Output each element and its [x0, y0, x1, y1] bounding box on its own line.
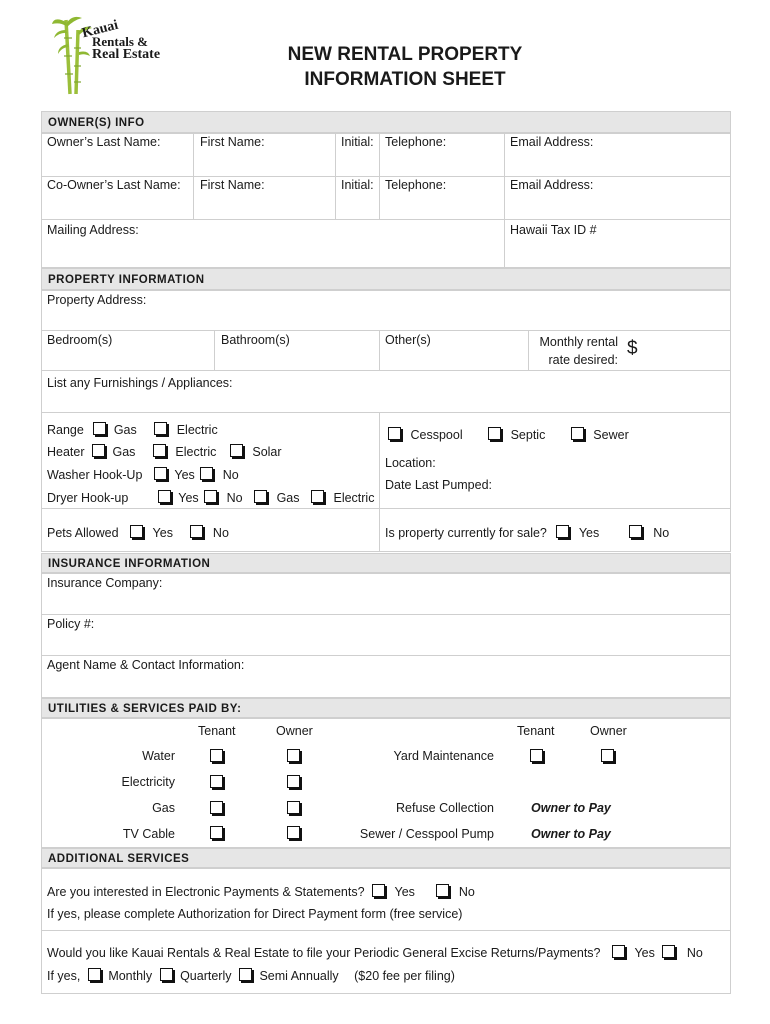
monthly-rent-line2: rate desired: — [548, 353, 618, 367]
cesspool-label: Cesspool — [410, 428, 463, 442]
refuse-owner-pay: Owner to Pay — [531, 801, 611, 815]
monthly-rent-label[interactable] — [538, 333, 618, 369]
tenant-col-header-2: Tenant — [517, 724, 555, 738]
dryer-no-label: No — [226, 491, 243, 505]
dryer-row — [47, 490, 374, 505]
gas-label: Gas — [152, 801, 175, 815]
owner-telephone-label[interactable]: Telephone: — [385, 135, 447, 149]
sewer-label: Sewer — [593, 428, 629, 442]
heater-row — [47, 444, 282, 459]
heater-electric-label: Electric — [175, 445, 217, 459]
sewer-owner-pay: Owner to Pay — [531, 827, 611, 841]
range-gas-label: Gas — [113, 423, 137, 437]
owner-first-name-label[interactable]: First Name: — [200, 135, 265, 149]
ifyes-label: If yes, — [47, 969, 81, 983]
fee-note: ($20 fee per filing) — [354, 969, 455, 983]
monthly-label: Monthly — [108, 969, 153, 983]
septic-checkbox[interactable] — [488, 427, 501, 440]
coowner-initial-label[interactable]: Initial: — [341, 178, 374, 192]
waste-system-row — [388, 427, 629, 442]
owner-col-header-2: Owner — [590, 724, 627, 738]
washer-no-checkbox[interactable] — [200, 467, 213, 480]
range-gas-checkbox[interactable] — [93, 422, 106, 435]
mailing-address-label[interactable]: Mailing Address: — [47, 223, 139, 237]
agent-info-label[interactable]: Agent Name & Contact Information: — [47, 658, 245, 672]
water-tenant-checkbox[interactable] — [210, 749, 223, 762]
title-line2: INFORMATION SHEET — [304, 69, 506, 90]
tax-id-label[interactable]: Hawaii Tax ID # — [510, 223, 597, 237]
forsale-no-checkbox[interactable] — [629, 525, 642, 538]
property-section-header: PROPERTY INFORMATION — [41, 268, 731, 290]
owner-last-name-label[interactable]: Owner’s Last Name: — [47, 135, 161, 149]
forsale-no-label: No — [653, 526, 670, 540]
epay-row — [47, 884, 475, 899]
dryer-yes-label: Yes — [178, 491, 199, 505]
washer-no-label: No — [222, 468, 239, 482]
title-line1: NEW RENTAL PROPERTY — [287, 44, 523, 65]
dryer-gas-checkbox[interactable] — [254, 490, 267, 503]
washer-row — [47, 467, 239, 482]
logo-line1: Kauai — [80, 17, 120, 42]
water-label: Water — [142, 749, 175, 763]
coowner-telephone-label[interactable]: Telephone: — [385, 178, 447, 192]
quarterly-label: Quarterly — [180, 969, 232, 983]
location-label[interactable]: Location: — [385, 456, 436, 470]
epay-question: Are you interested in Electronic Payments & Statements? — [47, 885, 365, 899]
insurance-company-label[interactable]: Insurance Company: — [47, 576, 163, 590]
range-label: Range — [47, 423, 84, 437]
dryer-no-checkbox[interactable] — [204, 490, 217, 503]
epay-yes-label: Yes — [394, 885, 415, 899]
range-electric-label: Electric — [176, 423, 218, 437]
electricity-owner-checkbox[interactable] — [287, 775, 300, 788]
heater-solar-checkbox[interactable] — [230, 444, 243, 457]
get-row — [47, 945, 703, 960]
tenant-col-header: Tenant — [198, 724, 236, 738]
owner-section-header: OWNER(S) INFO — [41, 111, 731, 133]
epay-yes-checkbox[interactable] — [372, 884, 385, 897]
tv-cable-label: TV Cable — [122, 827, 175, 841]
furnishings-label[interactable]: List any Furnishings / Appliances: — [47, 376, 233, 390]
gas-owner-checkbox[interactable] — [287, 801, 300, 814]
policy-number-label[interactable]: Policy #: — [47, 617, 95, 631]
forsale-yes-checkbox[interactable] — [556, 525, 569, 538]
heater-solar-label: Solar — [252, 445, 282, 459]
date-pumped-label[interactable]: Date Last Pumped: — [385, 478, 493, 492]
get-no-checkbox[interactable] — [662, 945, 675, 958]
dryer-yes-checkbox[interactable] — [158, 490, 171, 503]
cesspool-checkbox[interactable] — [388, 427, 401, 440]
semi-annually-label: Semi Annually — [259, 969, 339, 983]
water-owner-checkbox[interactable] — [287, 749, 300, 762]
logo-line3: Real Estate — [92, 47, 161, 62]
washer-label: Washer Hook-Up — [47, 468, 143, 482]
logo-line2: Rentals & — [92, 34, 148, 49]
heater-label: Heater — [47, 445, 85, 459]
dryer-electric-label: Electric — [333, 491, 375, 505]
forsale-yes-label: Yes — [578, 526, 600, 540]
get-no-label: No — [686, 946, 703, 960]
additional-section-header: ADDITIONAL SERVICES — [41, 848, 731, 868]
epay-no-label: No — [458, 885, 475, 899]
owner-section — [41, 133, 731, 268]
pets-label: Pets Allowed — [47, 526, 119, 540]
coowner-first-name-label[interactable]: First Name: — [200, 178, 265, 192]
coowner-email-label[interactable]: Email Address: — [510, 178, 594, 192]
insurance-section — [41, 573, 731, 698]
sewer-checkbox[interactable] — [571, 427, 584, 440]
washer-yes-label: Yes — [174, 468, 195, 482]
electricity-label: Electricity — [121, 775, 175, 789]
property-address-label[interactable]: Property Address: — [47, 293, 147, 307]
coowner-last-name-label[interactable]: Co-Owner’s Last Name: — [47, 178, 181, 192]
owner-email-label[interactable]: Email Address: — [510, 135, 594, 149]
pets-no-checkbox[interactable] — [190, 525, 203, 538]
dollar-sign: $ — [627, 338, 638, 359]
heater-gas-checkbox[interactable] — [92, 444, 105, 457]
owner-initial-label[interactable]: Initial: — [341, 135, 374, 149]
epay-no-checkbox[interactable] — [436, 884, 449, 897]
forsale-row — [385, 525, 669, 540]
electricity-tenant-checkbox[interactable] — [210, 775, 223, 788]
frequency-row — [47, 968, 455, 983]
pets-no-label: No — [212, 526, 229, 540]
insurance-section-header: INSURANCE INFORMATION — [41, 553, 731, 573]
monthly-rent-line1: Monthly rental — [539, 335, 618, 349]
get-yes-label: Yes — [634, 946, 655, 960]
monthly-checkbox[interactable] — [88, 968, 101, 981]
get-yes-checkbox[interactable] — [612, 945, 625, 958]
sewer-pump-label: Sewer / Cesspool Pump — [359, 827, 494, 841]
pets-yes-checkbox[interactable] — [130, 525, 143, 538]
refuse-label: Refuse Collection — [396, 801, 494, 815]
owner-col-header: Owner — [276, 724, 313, 738]
epay-note: If yes, please complete Authorization for Direct Payment form (free service) — [47, 907, 463, 921]
semi-annually-checkbox[interactable] — [239, 968, 252, 981]
dryer-gas-label: Gas — [276, 491, 300, 505]
bathrooms-label[interactable]: Bathroom(s) — [221, 333, 290, 347]
tv-owner-checkbox[interactable] — [287, 826, 300, 839]
gas-tenant-checkbox[interactable] — [210, 801, 223, 814]
forsale-label: Is property currently for sale? — [385, 526, 547, 540]
pets-row — [47, 525, 229, 540]
page-title — [0, 42, 770, 92]
heater-electric-checkbox[interactable] — [153, 444, 166, 457]
yard-label: Yard Maintenance — [393, 749, 494, 763]
dryer-label: Dryer Hook-up — [47, 491, 129, 505]
range-row — [47, 422, 218, 437]
heater-gas-label: Gas — [112, 445, 136, 459]
others-label[interactable]: Other(s) — [385, 333, 431, 347]
washer-yes-checkbox[interactable] — [154, 467, 167, 480]
septic-label: Septic — [510, 428, 546, 442]
yard-tenant-checkbox[interactable] — [530, 749, 543, 762]
quarterly-checkbox[interactable] — [160, 968, 173, 981]
tv-tenant-checkbox[interactable] — [210, 826, 223, 839]
get-question: Would you like Kauai Rentals & Real Estate to file your Periodic General Excise Returns/Payments? — [47, 946, 601, 960]
range-electric-checkbox[interactable] — [154, 422, 167, 435]
dryer-electric-checkbox[interactable] — [311, 490, 324, 503]
yard-owner-checkbox[interactable] — [601, 749, 614, 762]
pets-yes-label: Yes — [152, 526, 173, 540]
bedrooms-label[interactable]: Bedroom(s) — [47, 333, 113, 347]
utilities-section-header: UTILITIES & SERVICES PAID BY: — [41, 698, 731, 718]
